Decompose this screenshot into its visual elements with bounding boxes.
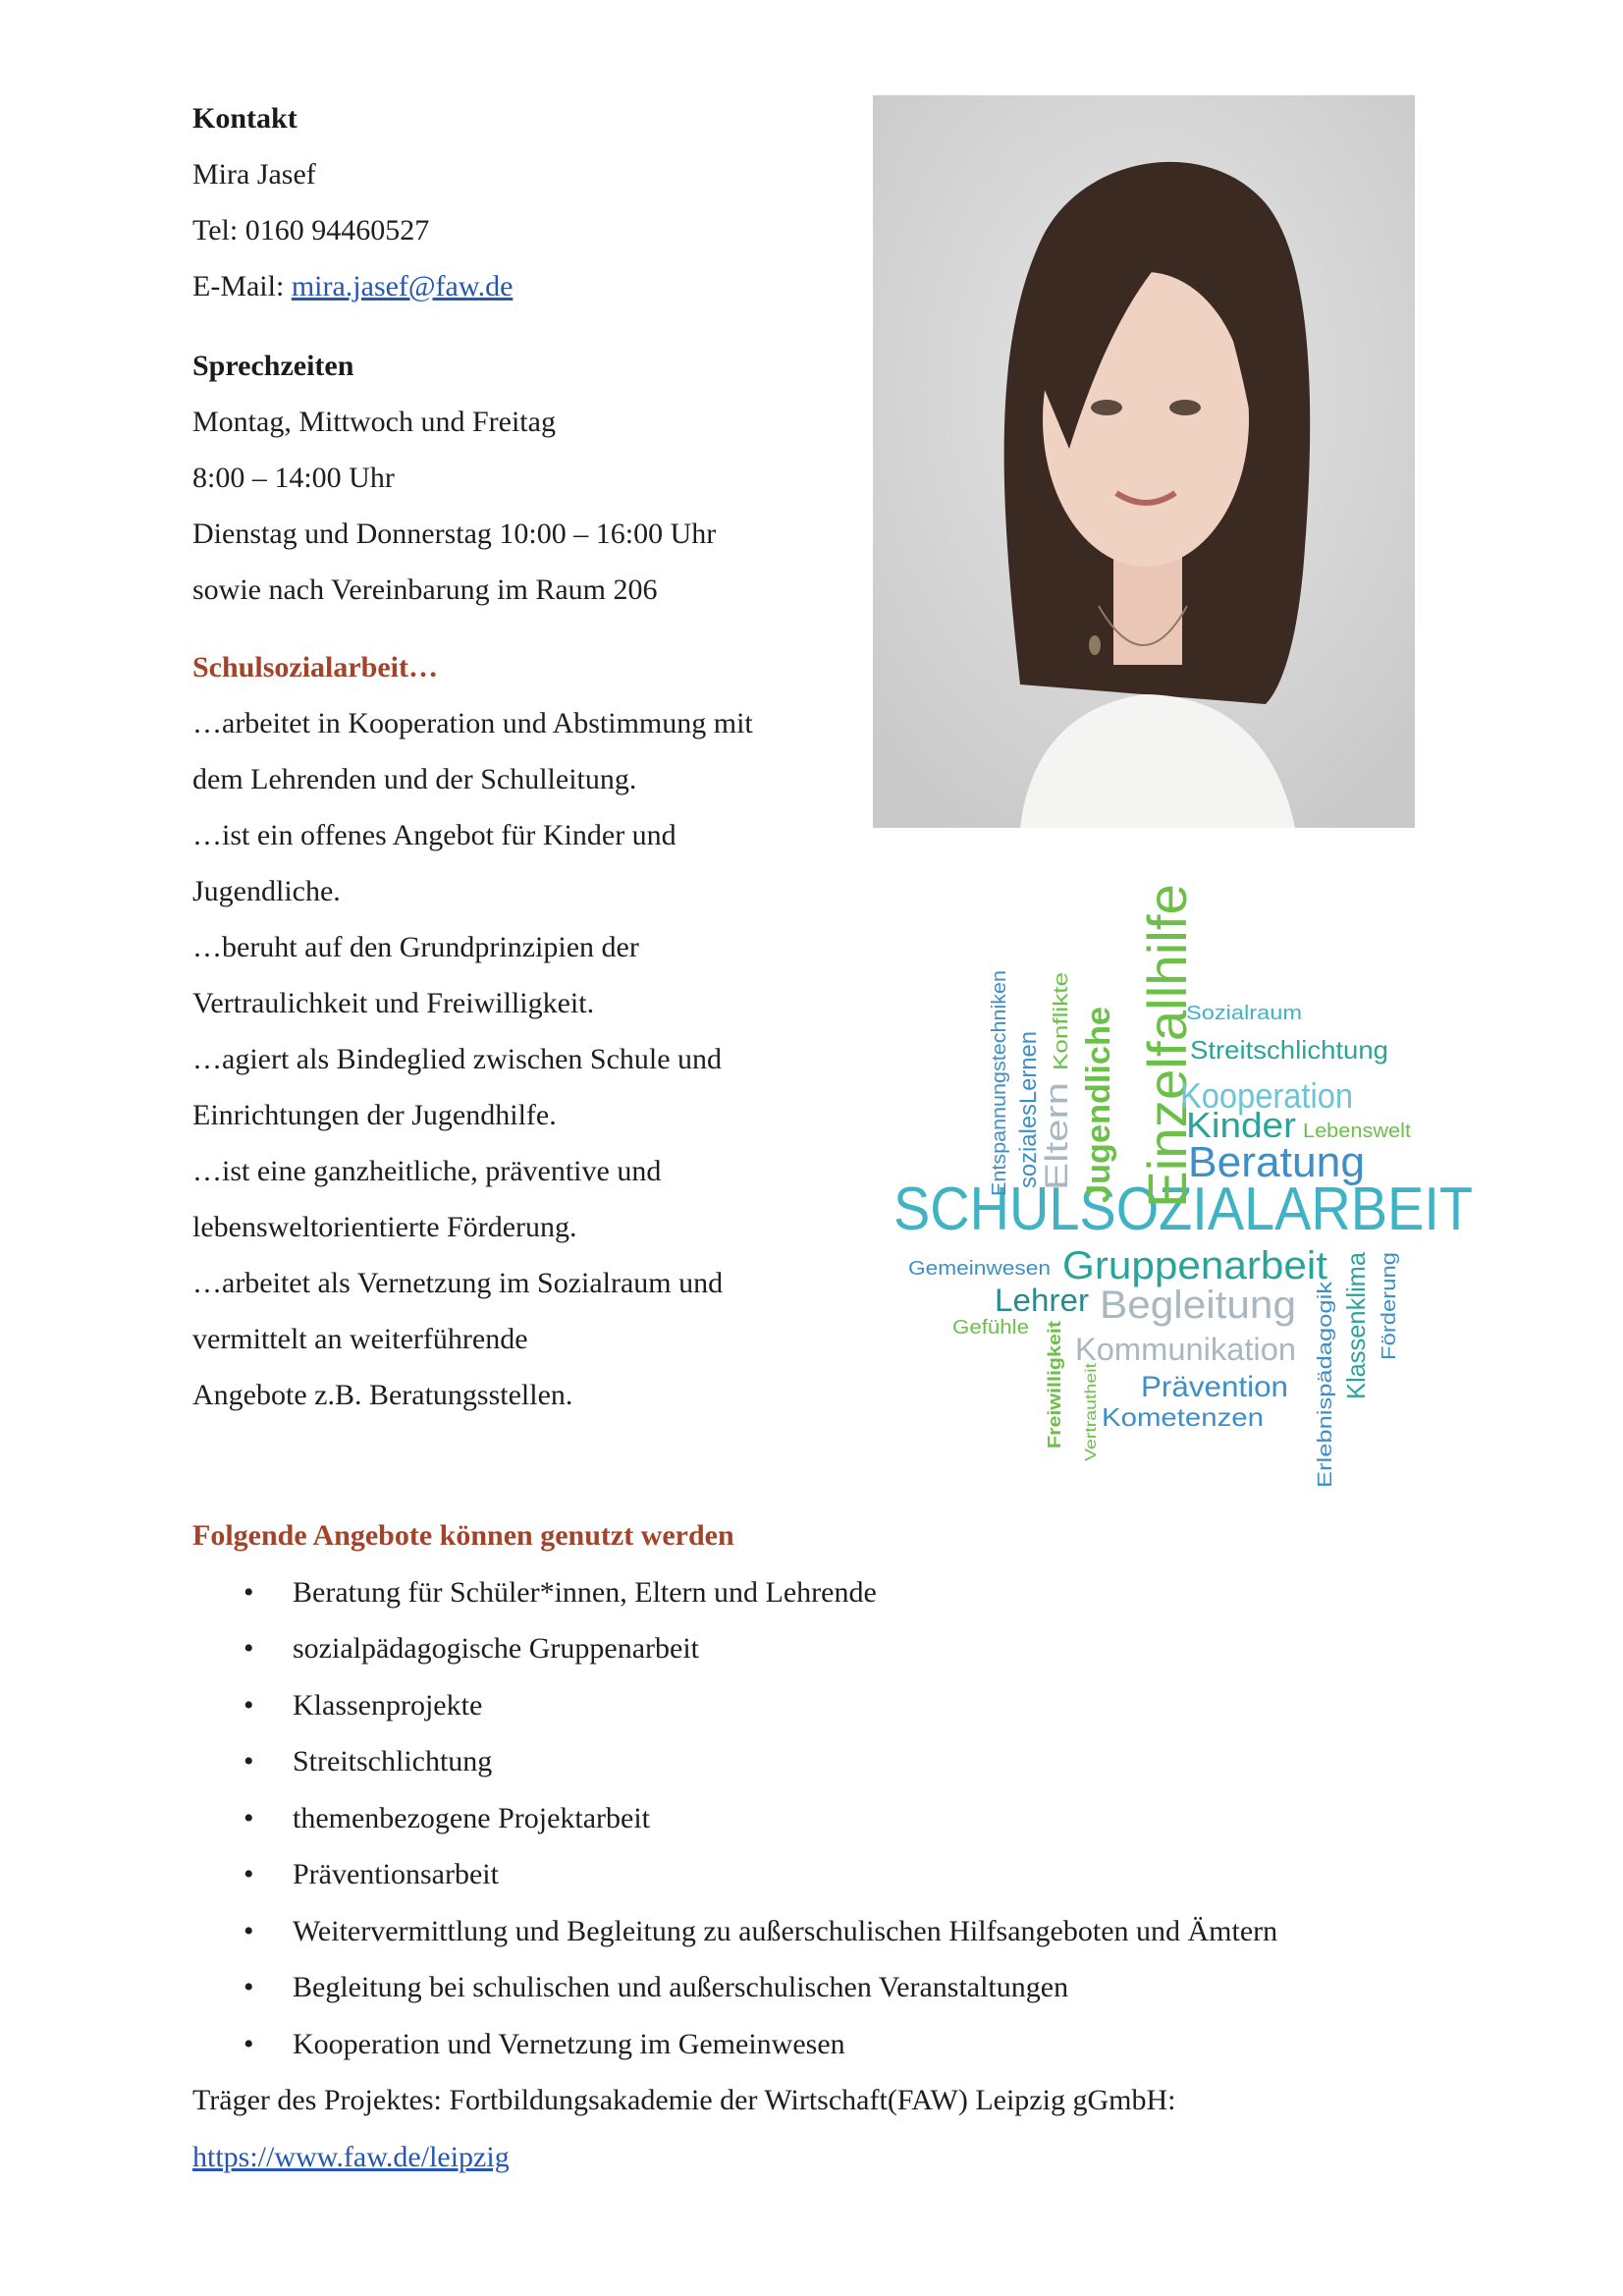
- email-label: E-Mail:: [192, 270, 292, 302]
- list-item-text: Klassenprojekte: [293, 1688, 483, 1722]
- intro-line: lebensweltorientierte Förderung.: [192, 1211, 577, 1243]
- bullet: •: [243, 2027, 254, 2060]
- offers-heading: Folgende Angebote können genutzt werden: [192, 1519, 734, 1552]
- hours-line: Montag, Mittwoch und Freitag: [192, 406, 556, 438]
- word-foerderung: Förderung: [1379, 1269, 1400, 1360]
- bullet: •: [243, 1575, 254, 1609]
- word-cloud: [874, 874, 1483, 1503]
- spacer: [192, 618, 860, 639]
- word-kooperation: Kooperation: [1180, 1075, 1353, 1116]
- word-kommunikation: Kommunikation: [1075, 1332, 1296, 1367]
- word-sozialraum: Sozialraum: [1186, 1003, 1302, 1024]
- bullet: •: [243, 1632, 254, 1665]
- list-item-text: Präventionsarbeit: [293, 1858, 499, 1890]
- list-item: [192, 2016, 1449, 2073]
- bottom-section: [192, 1507, 1449, 2185]
- list-item-text: Beratung für Schüler*innen, Eltern und Lehrende: [293, 1575, 877, 1609]
- word-cloud-svg: [874, 874, 1483, 1503]
- word-gruppenarbeit: Gruppenarbeit: [1062, 1244, 1327, 1287]
- footer-link-line: [192, 2129, 1449, 2186]
- hours-line: sowie nach Vereinbarung im Raum 206: [192, 574, 658, 606]
- contact-heading: Kontakt: [192, 102, 298, 135]
- word-vertrautheit: Vertrautheit: [1083, 1381, 1100, 1461]
- list-item-text: Streitschlichtung: [293, 1745, 493, 1777]
- hours-line: Dienstag und Donnerstag 10:00 – 16:00 Uhr: [192, 518, 717, 550]
- word-kinder: Kinder: [1186, 1105, 1297, 1145]
- contact-email-line: [192, 258, 860, 314]
- bullet: •: [243, 1971, 254, 2003]
- portrait-illustration: [873, 95, 1415, 828]
- word-erlebnis: Erlebnispädagogik: [1315, 1326, 1336, 1488]
- hours-heading: Sprechzeiten: [192, 350, 354, 382]
- word-lebenswelt: Lebenswelt: [1303, 1121, 1412, 1142]
- list-item: [192, 1959, 1449, 2016]
- contact-name: Mira Jasef: [192, 158, 316, 191]
- list-item-text: themenbezogene Projektarbeit: [293, 1801, 651, 1834]
- word-konflikte: Konflikte: [1051, 995, 1072, 1070]
- hours-line: 8:00 – 14:00 Uhr: [192, 462, 395, 494]
- bullet: •: [243, 1745, 254, 1777]
- word-begleitung: Begleitung: [1100, 1284, 1296, 1327]
- spacer: [192, 314, 860, 338]
- intro-line: vermittelt an weiterführende: [192, 1323, 528, 1355]
- word-beratung: Beratung: [1188, 1138, 1365, 1186]
- intro-line: dem Lehrenden und der Schulleitung.: [192, 763, 637, 795]
- intro-line: Einrichtungen der Jugendhilfe.: [192, 1099, 557, 1131]
- footer-link[interactable]: https://www.faw.de/leipzig: [192, 2140, 510, 2173]
- intro-line: …arbeitet als Vernetzung im Sozialraum und: [192, 1267, 724, 1299]
- email-link[interactable]: mira.jasef@faw.de: [291, 270, 514, 302]
- list-item-text: Kooperation und Vernetzung im Gemeinwesen: [293, 2027, 845, 2060]
- word-main: SCHULSOZIALARBEIT: [893, 1175, 1473, 1243]
- list-item: [192, 1733, 1449, 1790]
- list-item: [192, 1620, 1449, 1677]
- list-item-text: Begleitung bei schulischen und außerschulischen Veranstaltungen: [293, 1971, 1069, 2003]
- bullet: •: [243, 1858, 254, 1890]
- offers-list: [192, 1564, 1449, 2073]
- contact-phone: Tel: 0160 94460527: [192, 214, 430, 246]
- word-eltern: Eltern: [1039, 1108, 1074, 1190]
- word-entspannung: Entspannungstechniken: [989, 986, 1010, 1196]
- bullet: •: [243, 1688, 254, 1722]
- footer-text: Träger des Projektes: Fortbildungsakademie der Wirtschaft(FAW) Leipzig gGmbH:: [192, 2084, 1176, 2116]
- word-freiwilligkeit: Freiwilligkeit: [1045, 1340, 1064, 1449]
- list-item: [192, 1564, 1449, 1621]
- word-praevention: Prävention: [1141, 1371, 1288, 1403]
- intro-line: Jugendliche.: [192, 875, 341, 907]
- intro-line: …beruht auf den Grundprinzipien der: [192, 931, 639, 963]
- left-column: [192, 90, 860, 1423]
- word-einzelfallhilfe: Einzelfallhilfe: [1136, 887, 1198, 1208]
- list-item-text: Weitervermittlung und Begleitung zu außerschulischen Hilfsangeboten und Ämtern: [293, 1914, 1278, 1947]
- list-item: [192, 1790, 1449, 1847]
- intro-line: Vertraulichkeit und Freiwilligkeit.: [192, 987, 595, 1019]
- list-item: [192, 1846, 1449, 1903]
- word-soziales-lernen: sozialesLernen: [1015, 1029, 1042, 1188]
- intro-heading: Schulsozialarbeit…: [192, 651, 439, 683]
- portrait-photo: [873, 95, 1415, 828]
- list-item: [192, 1677, 1449, 1734]
- intro-line: …agiert als Bindeglied zwischen Schule und: [192, 1043, 723, 1075]
- word-streitschlichtung: Streitschlichtung: [1190, 1035, 1388, 1065]
- word-kometenzen: Kometenzen: [1102, 1402, 1264, 1432]
- word-gefuehle: Gefühle: [952, 1317, 1029, 1339]
- intro-line: …ist ein offenes Angebot für Kinder und: [192, 819, 676, 851]
- bullet: •: [243, 1914, 254, 1947]
- bullet: •: [243, 1801, 254, 1834]
- list-item-text: sozialpädagogische Gruppenarbeit: [293, 1632, 700, 1665]
- intro-line: …arbeitet in Kooperation und Abstimmung mit: [192, 707, 753, 739]
- word-lehrer: Lehrer: [995, 1283, 1090, 1318]
- list-item: [192, 1903, 1449, 1960]
- word-jugendliche: Jugendliche: [1080, 1008, 1117, 1203]
- word-gemeinwesen: Gemeinwesen: [908, 1258, 1051, 1280]
- word-klassenklima: Klassenklima: [1341, 1248, 1371, 1399]
- intro-line: Angebote z.B. Beratungsstellen.: [192, 1379, 573, 1411]
- intro-line: …ist eine ganzheitliche, präventive und: [192, 1155, 662, 1187]
